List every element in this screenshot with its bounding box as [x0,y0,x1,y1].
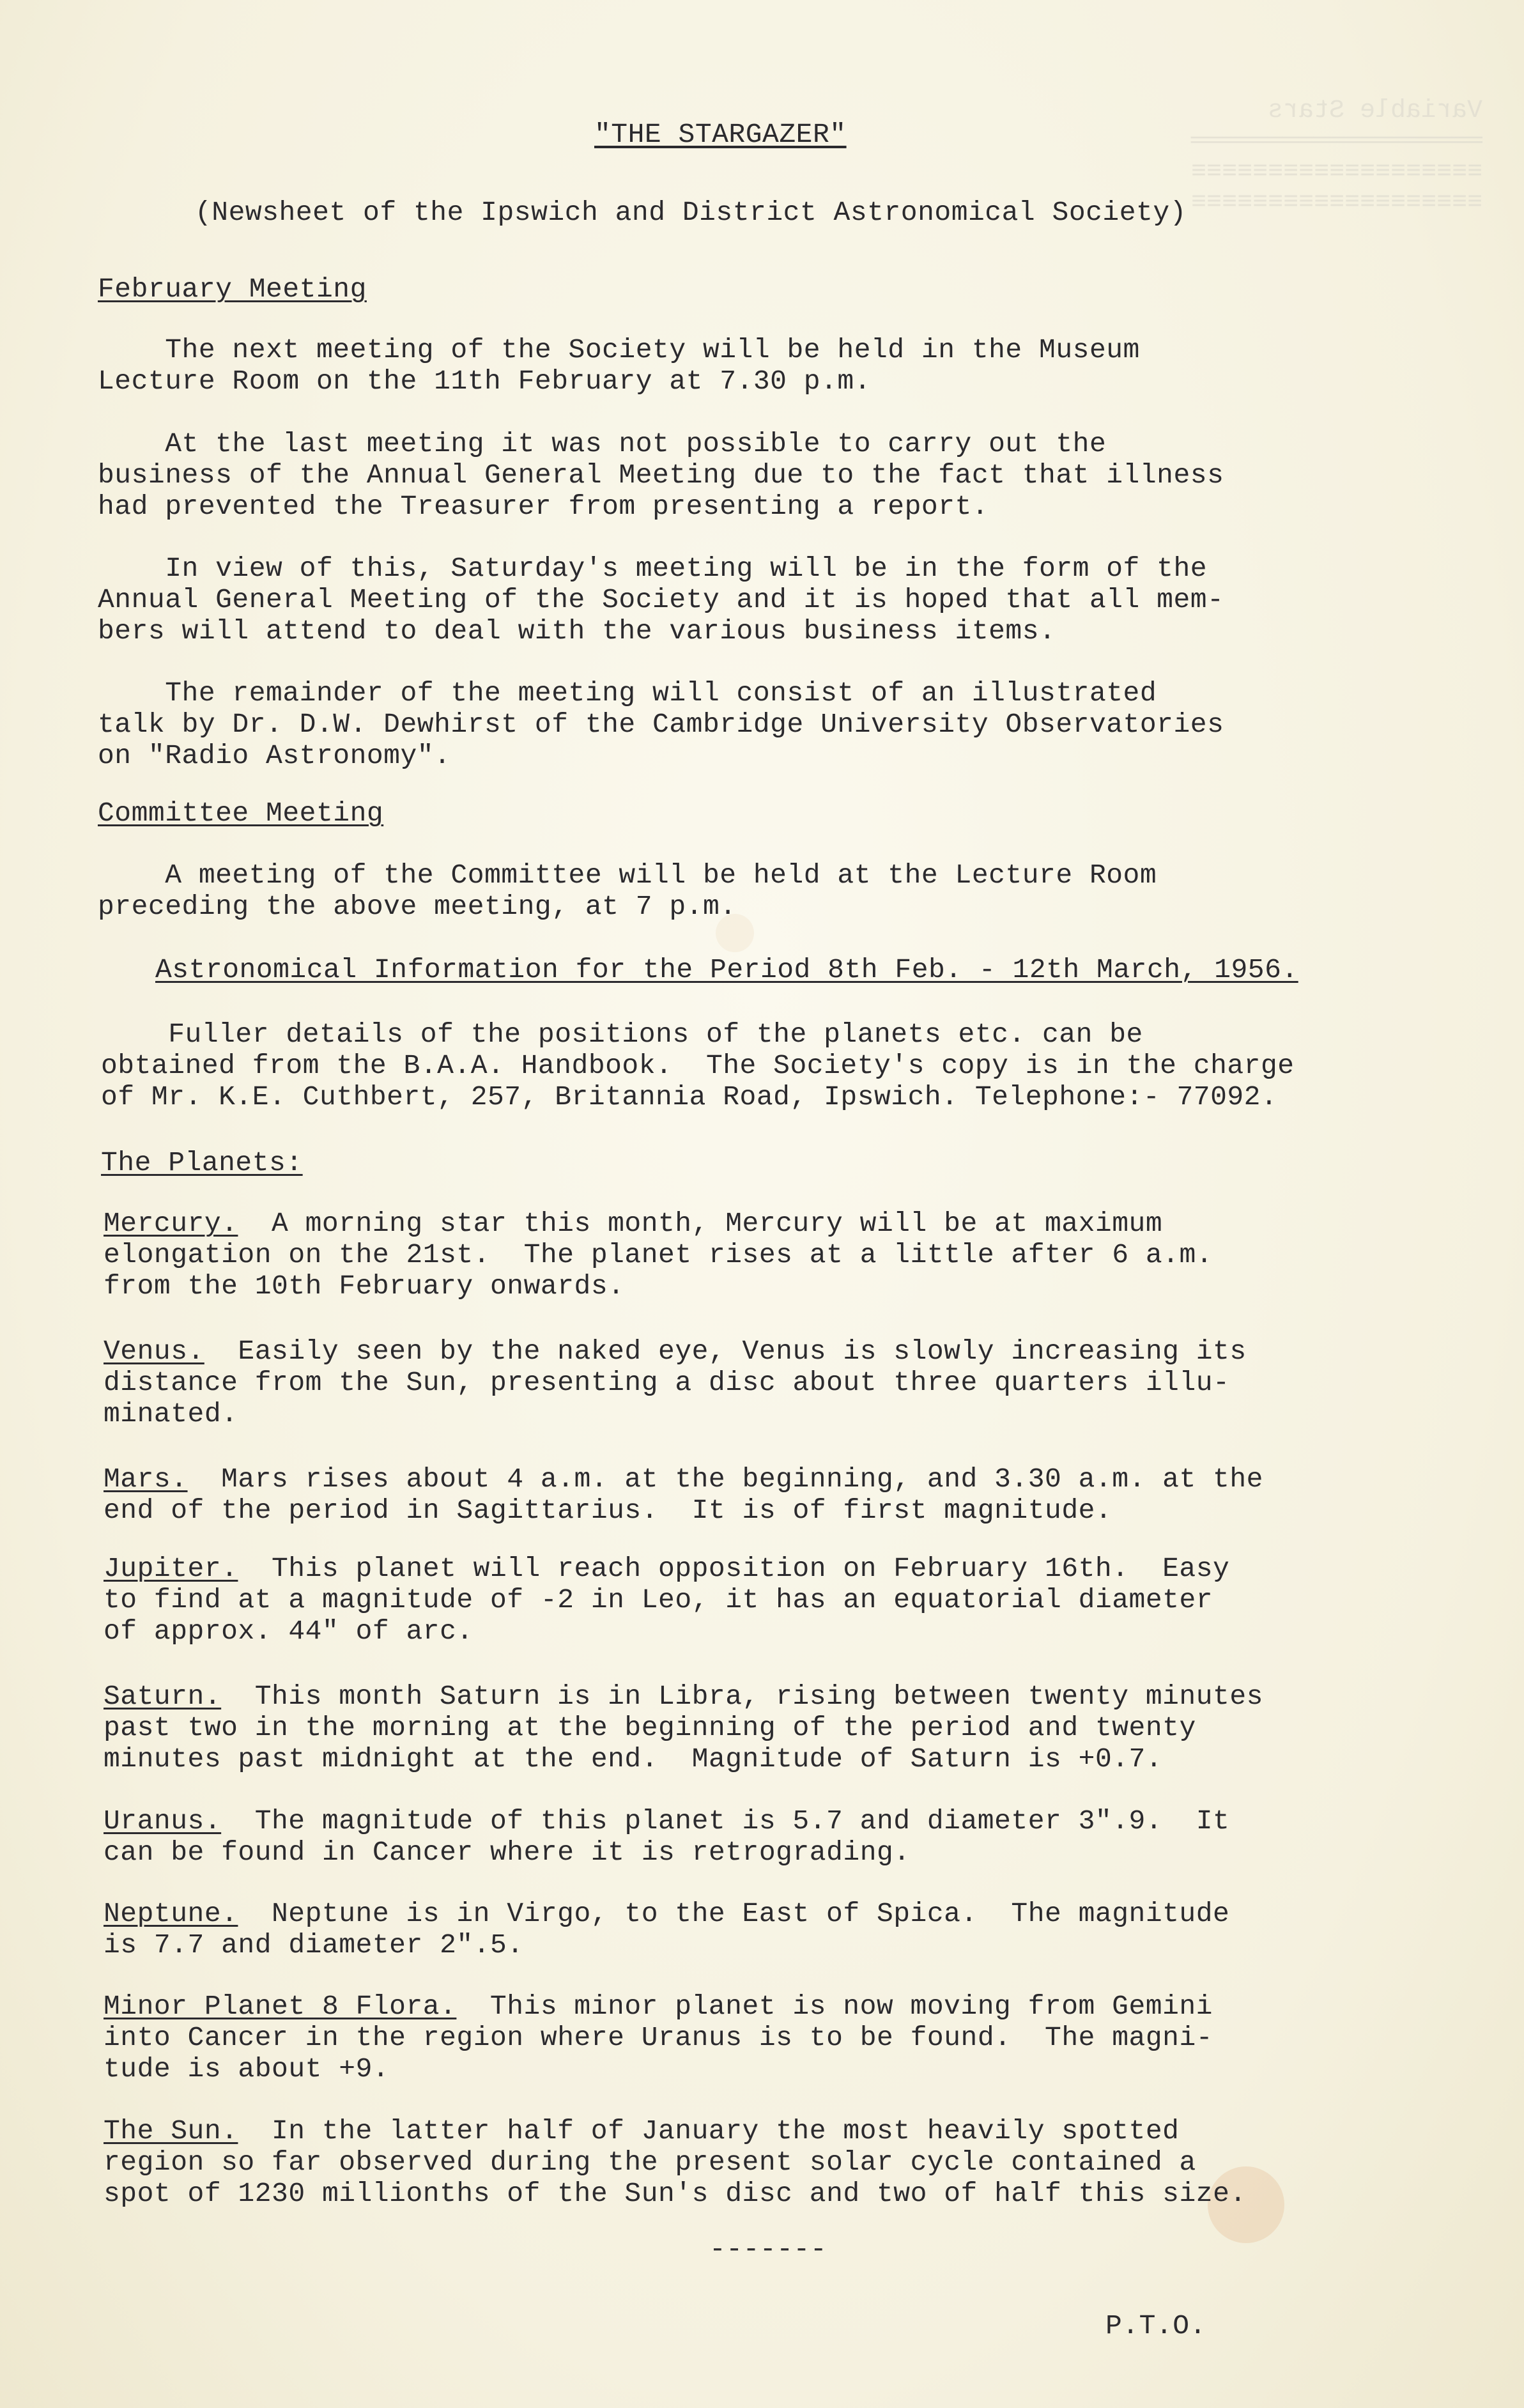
planet-description-line: The magnitude of this planet is 5.7 and diameter 3".9. It [221,1805,1230,1837]
planet-description-line: end of the period in Sagittarius. It is of first magnitude. [104,1495,1112,1526]
planet-description-line: This minor planet is now moving from Gemini [456,1991,1213,2022]
paragraph-line: preceding the above meeting, at 7 p.m. [98,891,737,922]
planet-name: Neptune. [104,1898,238,1929]
astro-info-heading: Astronomical Information for the Period 8th Feb. - 12th March, 1956. [155,954,1298,985]
paragraph-line: Fuller details of the positions of the planets etc. can be [101,1019,1143,1050]
planet-description-line: past two in the morning at the beginning of the period and twenty [104,1712,1196,1743]
subtitle: (Newsheet of the Ipswich and District Astronomical Society) [195,197,1187,228]
paragraph-line: obtained from the B.A.A. Handbook. The Society's copy is in the charge [101,1050,1295,1081]
title: "THE STARGAZER" [594,119,847,150]
planet-description-line: minated. [104,1398,238,1430]
planet-name: Minor Planet 8 Flora. [104,1991,457,2022]
paragraph-line: Annual General Meeting of the Society and it is hoped that all mem- [98,584,1224,615]
planet-description-line: Mars rises about 4 a.m. at the beginning, and 3.30 a.m. at the [187,1463,1263,1495]
planet-description-line: This planet will reach opposition on February 16th. Easy [238,1553,1230,1584]
planet-description-line: of approx. 44" of arc. [104,1616,473,1647]
planet-description-line: from the 10th February onwards. [104,1270,625,1302]
planet-name: Saturn. [104,1681,222,1712]
paragraph-line: bers will attend to deal with the various business items. [98,615,1056,647]
february-meeting-heading: February Meeting [98,274,367,305]
planet-description-line: spot of 1230 millionths of the Sun's disc and two of half this size. [104,2178,1247,2209]
paragraph-line: of Mr. K.E. Cuthbert, 257, Britannia Road, Ipswich. Telephone:- 77092. [101,1081,1278,1113]
planet-description-line: In the latter half of January the most heavily spotted [238,2115,1180,2147]
paragraph-line: Lecture Room on the 11th February at 7.30 p.m. [98,366,871,397]
planet-name: Uranus. [104,1805,222,1837]
pto-note: P.T.O. [1105,2310,1206,2342]
paragraph-line: on "Radio Astronomy". [98,740,451,771]
planet-description-line: A morning star this month, Mercury will be at maximum [238,1208,1163,1239]
planet-description-line: Easily seen by the naked eye, Venus is slowly increasing its [204,1336,1247,1367]
planet-description-line: into Cancer in the region where Uranus is to be found. The magni- [104,2022,1213,2053]
paragraph-line: talk by Dr. D.W. Dewhirst of the Cambridge University Observatories [98,709,1224,740]
planet-description-line: distance from the Sun, presenting a disc about three quarters illu- [104,1367,1230,1398]
paragraph-line: A meeting of the Committee will be held at the Lecture Room [98,860,1157,891]
paragraph-line: had prevented the Treasurer from presenting a report. [98,491,989,522]
bleed-through-text: Variable Stars ═══════════════════ ≡≡≡≡≡≡≡≡≡≡≡≡≡≡≡≡≡≡≡ ≡≡≡≡≡≡≡≡≡≡≡≡≡≡≡≡≡≡≡ [1190,96,1482,217]
paragraph-line: The next meeting of the Society will be held in the Museum [98,334,1140,366]
planets-heading: The Planets: [101,1147,303,1178]
planet-name: The Sun. [104,2115,238,2147]
planet-description-line: is 7.7 and diameter 2".5. [104,1929,524,1961]
planet-name: Mercury. [104,1208,238,1239]
planet-description-line: elongation on the 21st. The planet rises at a little after 6 a.m. [104,1239,1213,1270]
paragraph-line: At the last meeting it was not possible to carry out the [98,428,1107,459]
planet-description-line: Neptune is in Virgo, to the East of Spica. The magnitude [238,1898,1230,1929]
planet-name: Jupiter. [104,1553,238,1584]
planet-description-line: to find at a magnitude of -2 in Leo, it has an equatorial diameter [104,1584,1213,1616]
planet-description-line: This month Saturn is in Libra, rising between twenty minutes [221,1681,1263,1712]
planet-name: Mars. [104,1463,188,1495]
planet-name: Venus. [104,1336,204,1367]
committee-meeting-heading: Committee Meeting [98,798,384,829]
paragraph-line: In view of this, Saturday's meeting will be in the form of the [98,553,1208,584]
divider: ------- [709,2234,827,2265]
planet-description-line: minutes past midnight at the end. Magnitude of Saturn is +0.7. [104,1743,1163,1775]
paragraph-line: The remainder of the meeting will consist of an illustrated [98,677,1157,709]
planet-description-line: tude is about +9. [104,2053,390,2085]
planet-description-line: region so far observed during the present solar cycle contained a [104,2147,1196,2178]
planet-description-line: can be found in Cancer where it is retrograding. [104,1837,911,1868]
paragraph-line: business of the Annual General Meeting due to the fact that illness [98,459,1224,491]
